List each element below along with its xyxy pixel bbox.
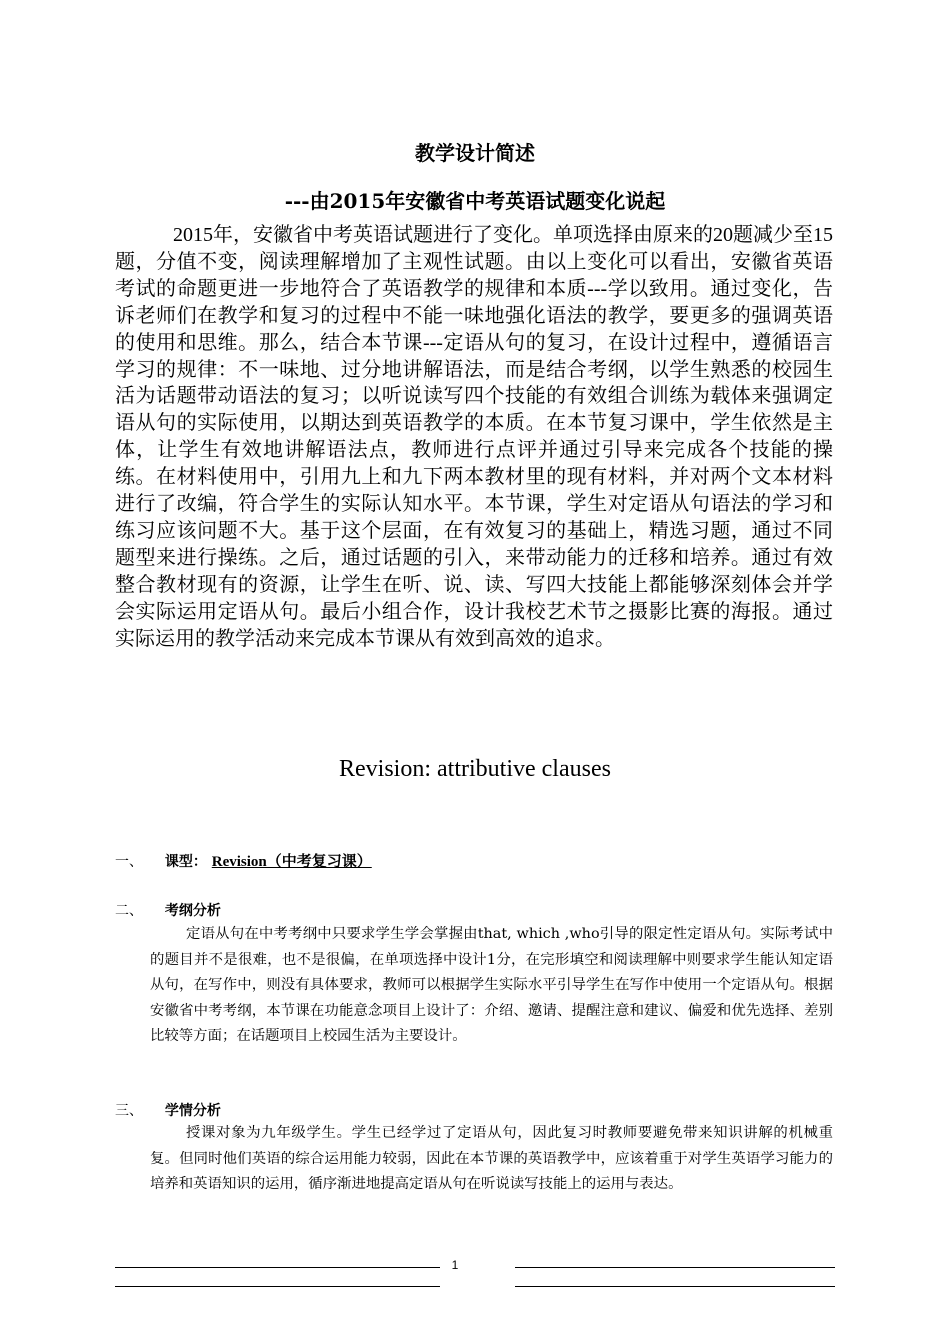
document-subtitle: ---由2015年安徽省中考英语试题变化说起 [284,189,666,213]
document-title: 教学设计简述 [415,141,535,165]
course-type-value: Revision（中考复习课） [211,854,372,870]
footer-rule-right-bottom [515,1286,835,1287]
section-label: 考纲分析 [164,903,221,919]
section-number: 二、 [115,903,143,919]
page-footer [0,1256,950,1296]
page-number: 1 [451,1258,459,1272]
footer-rule-right-top [515,1267,835,1268]
section-label: 课型： [164,854,207,870]
section-student-analysis [115,1100,221,1120]
section-course-type [115,850,372,871]
footer-rule-left-top [115,1267,440,1268]
section-number: 一、 [115,854,143,870]
intro-paragraph: 2015年，安徽省中考英语试题进行了变化。单项选择由原来的20题减少至15题，分值不变，阅读理解增加了主观性试题。由以上变化可以看出，安徽省英语考试的命题更进一步地符合了英语教学的规律和本质---学以致用。通过变化，告诉老师们在教学和复习的过程中不能一味地强化语法的教学，要更多的强调英语的使用和思维。那么，结合本节课---定语从句的复习，在设计过程中，遵循语言学习的规律：不一味地、过分地讲解语法，而是结合考纲，以学生熟悉的校园生活为话题带动语法的复习；以听说读写四个技能的有效组合训练为载体来强调定语从句的实际使用，以期达到英语教学的本质。在本节复习课中，学生依然是主体，让学生有效地讲解语法点，教师进行点评并通过引导来完成各个技能的操练。在材料使用中，引用九上和九下两本教材里的现有材料，并对两个文本材料进行了改编，符合学生的实际认知水平。本节课，学生对定语从句语法的学习和练习应该问题不大。基于这个层面，在有效复习的基础上，精选习题，通过不同题型来进行操练。之后，通过话题的引入，来带动能力的迁移和培养。通过有效整合教材现有的资源，让学生在听、说、读、写四大技能上都能够深刻体会并学会实际运用定语从句。最后小组合作，设计我校艺术节之摄影比赛的海报。通过实际运用的教学活动来完成本节课从有效到高效的追求。 [115,224,833,650]
lesson-title: Revision: attributive clauses [339,756,611,782]
syllabus-analysis-text: 定语从句在中考考纲中只要求学生学会掌握由that, which ,who引导的限定性定语从句。实际考试中的题目并不是很难，也不是很偏，在单项选择中设计1分，在完形填空和阅读理解中则要求学生能认知定语从句，在写作中，则没有具体要求，教师可以根据学生实际水平引导学生在写作中使用一个定语从句。根据安徽省中考考纲，本节课在功能意念项目上设计了：介绍、邀请、提醒注意和建议、偏爱和优先选择、差别比较等方面；在话题项目上校园生活为主要设计。 [150,926,833,1044]
section-label: 学情分析 [164,1103,221,1119]
section-syllabus-analysis [115,900,221,920]
student-analysis-text: 授课对象为九年级学生。学生已经学过了定语从句，因此复习时教师要避免带来知识讲解的机械重复。但同时他们英语的综合运用能力较弱，因此在本节课的英语教学中，应该着重于对学生英语学习能力的培养和英语知识的运用，循序渐进地提高定语从句在听说读写技能上的运用与表达。 [150,1125,833,1192]
footer-rule-left-bottom [115,1286,440,1287]
section-number: 三、 [115,1103,143,1119]
